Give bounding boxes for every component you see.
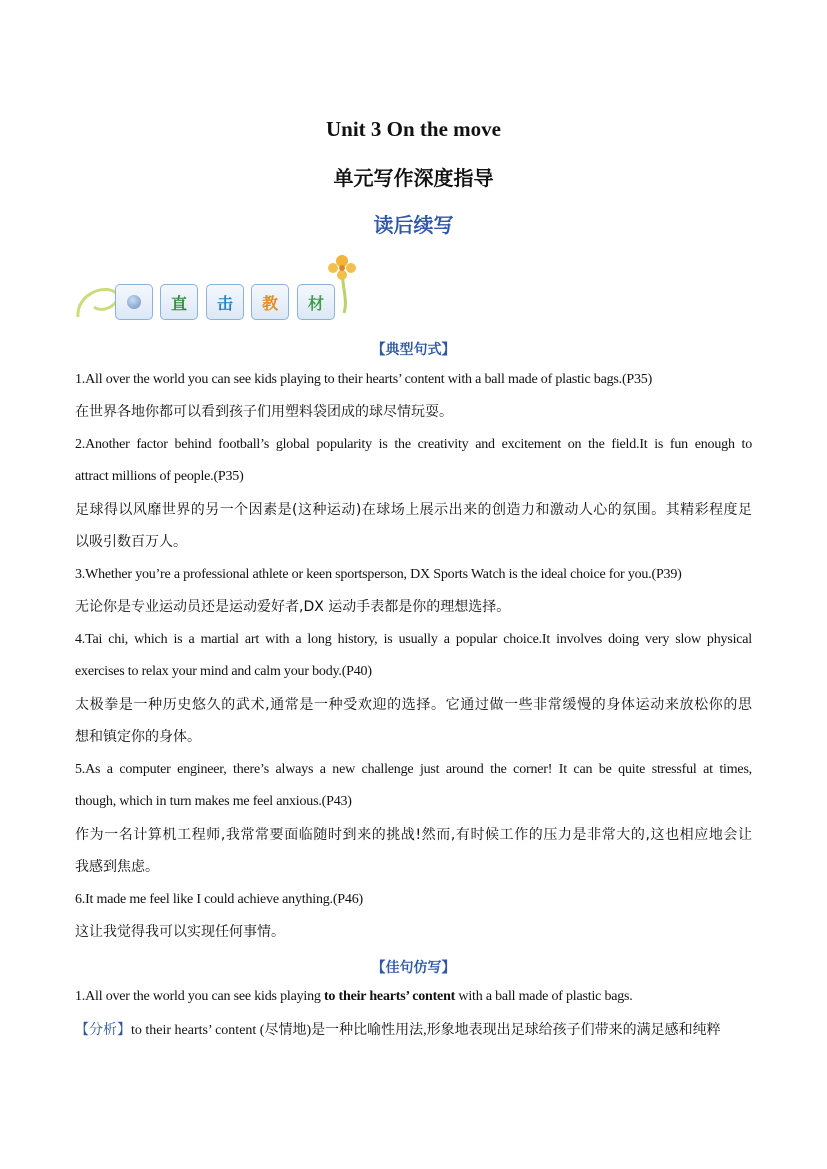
section-heading-imitation: 【佳句仿写】 bbox=[371, 960, 456, 976]
sentence-cn: 以吸引数百万人。 bbox=[75, 534, 187, 550]
banner-tile-3 bbox=[251, 284, 289, 320]
sentence-en: 3.Whether you’re a professional athlete or keen sportsperson, DX Sports Watch is the ideal choice for you.(P39) bbox=[75, 567, 682, 582]
sentence-en: exercises to relax your mind and calm your body.(P40) bbox=[75, 664, 372, 679]
analysis-tag: 【分析】 bbox=[75, 1022, 131, 1038]
sentence-cn: 在世界各地你都可以看到孩子们用塑料袋团成的球尽情玩耍。 bbox=[75, 404, 453, 420]
sentence-en: though, which in turn makes me feel anxious.(P43) bbox=[75, 794, 352, 809]
sentence-cn: 太极拳是一种历史悠久的武术,通常是一种受欢迎的选择。它通过做一些非常缓慢的身体运动来放松你的思 bbox=[75, 697, 752, 713]
key-phrase: to their hearts’ content bbox=[323, 989, 456, 1004]
banner-char: 击 bbox=[216, 293, 233, 313]
unit-title: Unit 3 On the move bbox=[326, 117, 501, 141]
sentence-cn: 这让我觉得我可以实现任何事情。 bbox=[75, 924, 285, 940]
banner-dot-tile bbox=[115, 284, 153, 320]
section-subtitle: 读后续写 bbox=[373, 213, 454, 237]
sentence-suffix: with a ball made of plastic bags. bbox=[455, 989, 633, 1004]
sentence-cn: 我感到焦虑。 bbox=[75, 859, 159, 875]
sentence-en: 6.It made me feel like I could achieve anything.(P46) bbox=[75, 892, 363, 907]
banner-char: 教 bbox=[261, 293, 278, 313]
analysis-text: to their hearts’ content (尽情地)是一种比喻性用法,形象地表现出足球给孩子们带来的满足感和纯粹 bbox=[131, 1023, 721, 1038]
banner-char: 材 bbox=[307, 293, 324, 313]
sentence-cn: 足球得以风靡世界的另一个因素是(这种运动)在球场上展示出来的创造力和激动人心的氛围。其精彩程度足 bbox=[75, 502, 752, 518]
section-heading-typical: 【典型句式】 bbox=[371, 342, 456, 358]
banner-tile-1 bbox=[160, 284, 198, 320]
sentence-en: attract millions of people.(P35) bbox=[75, 469, 244, 484]
banner-char: 直 bbox=[170, 293, 187, 313]
sentence-en: 1.All over the world you can see kids playing to their hearts’ content with a ball made of plastic bags.(P35) bbox=[75, 372, 653, 387]
banner-tile-2 bbox=[206, 284, 244, 320]
flower-icon bbox=[328, 255, 356, 280]
sentence-cn: 无论你是专业运动员还是运动爱好者,DX 运动手表都是你的理想选择。 bbox=[75, 599, 511, 615]
banner-tile-4 bbox=[297, 284, 335, 320]
sentence-en: 2.Another factor behind football’s global popularity is the creativity and excitement on the field.It is fun enough to bbox=[75, 437, 752, 452]
guide-title: 单元写作深度指导 bbox=[333, 166, 494, 190]
imitation-sentence bbox=[75, 981, 752, 1014]
sentence-prefix: 1.All over the world you can see kids playing bbox=[75, 989, 324, 1004]
sentence-en: 5.As a computer engineer, there’s always a new challenge just around the corner! It can be quite stressful at times, bbox=[75, 762, 752, 777]
circle-icon bbox=[127, 295, 141, 309]
sentence-cn: 想和镇定你的身体。 bbox=[75, 729, 201, 745]
sentence-en: 4.Tai chi, which is a martial art with a long history, is usually a popular choice.It involves doing very slow physical bbox=[75, 632, 752, 647]
analysis-line bbox=[75, 1014, 752, 1048]
sentence-cn: 作为一名计算机工程师,我常常要面临随时到来的挑战!然而,有时候工作的压力是非常大的,这也相应地会让 bbox=[75, 827, 752, 843]
